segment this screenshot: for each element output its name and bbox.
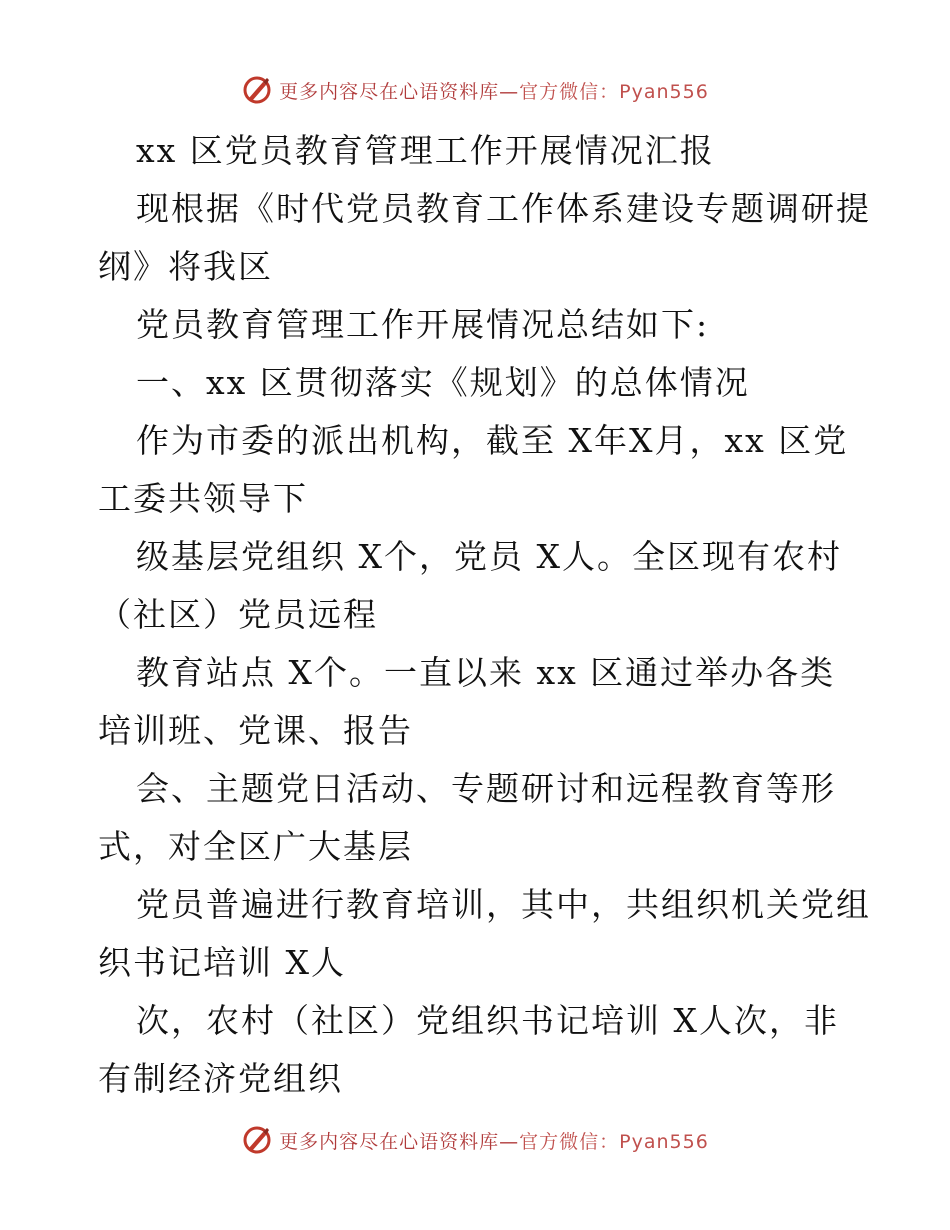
document-line: （社区）党员远程: [98, 595, 378, 634]
document-line: 工委共领导下: [98, 479, 308, 518]
document-line: 会、主题党日活动、专题研讨和远程教育等形: [136, 769, 836, 808]
document-line: 有制经济党组织: [98, 1059, 343, 1098]
header-banner-dash: —: [499, 80, 520, 103]
footer-banner: [0, 1120, 950, 1160]
document-line: xx 区党员教育管理工作开展情况汇报: [136, 131, 715, 170]
document-line: 纲》将我区: [98, 247, 273, 286]
footer-banner-inner: [241, 1124, 709, 1156]
document-line: 教育站点 X个。一直以来 xx 区通过举办各类: [136, 653, 836, 692]
header-banner-text: [279, 77, 709, 104]
header-banner-main: 更多内容尽在心语资料库: [279, 80, 500, 103]
footer-banner-text: [279, 1127, 709, 1154]
footer-banner-wechat: 官方微信：Pyan556: [519, 1130, 709, 1153]
document-line: 织书记培训 X人: [98, 943, 346, 982]
header-banner: [0, 70, 950, 110]
document-line: 次，农村（社区）党组织书记培训 X人次，非: [136, 1001, 839, 1040]
document-line: 党员普遍进行教育培训，其中，共组织机关党组: [136, 885, 871, 924]
document-line: 党员教育管理工作开展情况总结如下:: [136, 305, 710, 344]
footer-banner-main: 更多内容尽在心语资料库: [279, 1130, 500, 1153]
header-banner-wechat: 官方微信：Pyan556: [519, 80, 709, 103]
document-line: 级基层党组织 X个，党员 X人。全区现有农村: [136, 537, 842, 576]
pen-circle-logo-icon: [241, 74, 273, 106]
document-line: 培训班、党课、报告: [98, 711, 413, 750]
document-line: 作为市委的派出机构，截至 X年X月，xx 区党: [136, 421, 849, 460]
pen-circle-logo-icon: [241, 1124, 273, 1156]
document-body: [98, 122, 871, 1108]
document-line: 现根据《时代党员教育工作体系建设专题调研提: [136, 189, 871, 228]
document-line: 式，对全区广大基层: [98, 827, 413, 866]
footer-banner-dash: —: [499, 1130, 520, 1153]
header-banner-inner: [241, 74, 709, 106]
document-line: 一、xx 区贯彻落实《规划》的总体情况: [136, 363, 750, 402]
